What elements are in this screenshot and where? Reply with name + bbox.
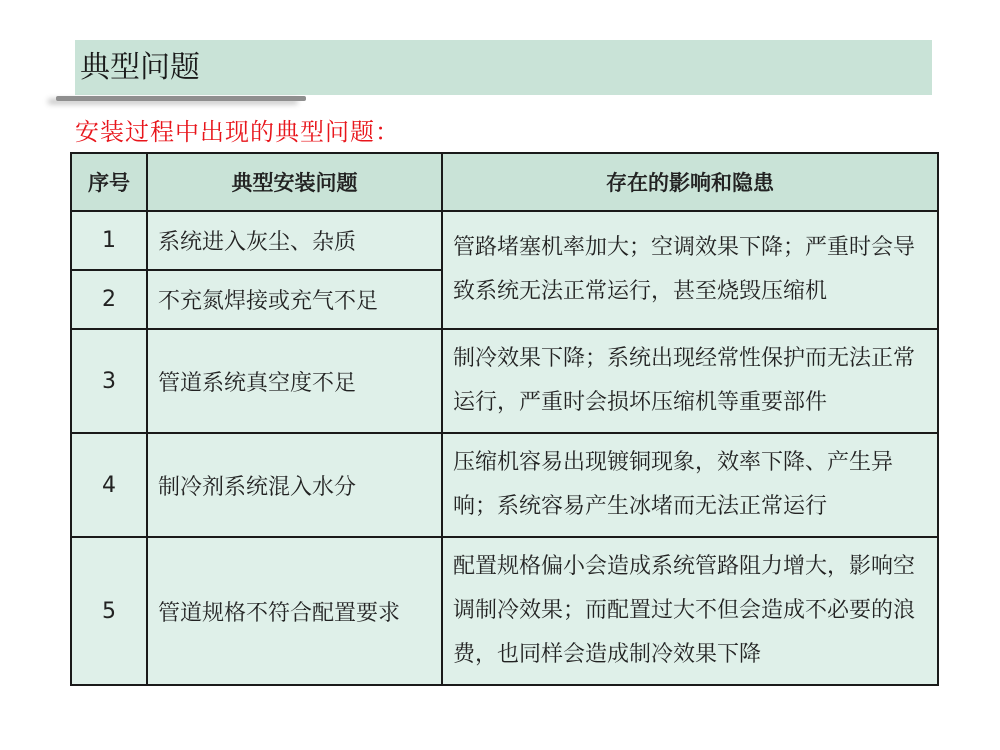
title-band — [75, 40, 932, 95]
row-issue: 制冷剂系统混入水分 — [147, 433, 442, 537]
table-row — [71, 537, 938, 685]
table-row — [71, 211, 938, 270]
column-header-issue: 典型安装问题 — [147, 153, 442, 211]
title-underline — [56, 96, 306, 101]
row-number: 3 — [71, 329, 147, 433]
row-effect: 压缩机容易出现镀铜现象，效率下降、产生异响；系统容易产生冰堵而无法正常运行 — [442, 433, 938, 537]
row-number: 4 — [71, 433, 147, 537]
row-number: 5 — [71, 537, 147, 685]
row-issue: 系统进入灰尘、杂质 — [147, 211, 442, 270]
issues-table — [70, 152, 939, 686]
column-header-number: 序号 — [71, 153, 147, 211]
row-issue: 管道系统真空度不足 — [147, 329, 442, 433]
row-effect: 制冷效果下降；系统出现经常性保护而无法正常运行，严重时会损坏压缩机等重要部件 — [442, 329, 938, 433]
section-subtitle: 安装过程中出现的典型问题： — [75, 118, 400, 146]
row-issue: 不充氮焊接或充气不足 — [147, 270, 442, 329]
row-effect: 管路堵塞机率加大；空调效果下降；严重时会导致系统无法正常运行，甚至烧毁压缩机 — [442, 211, 938, 329]
page-title: 典型问题 — [80, 50, 200, 85]
row-number: 1 — [71, 211, 147, 270]
row-effect: 配置规格偏小会造成系统管路阻力增大，影响空调制冷效果；而配置过大不但会造成不必要的浪费，也同样会造成制冷效果下降 — [442, 537, 938, 685]
table-row — [71, 329, 938, 433]
column-header-effect: 存在的影响和隐患 — [442, 153, 938, 211]
table-row — [71, 433, 938, 537]
row-issue: 管道规格不符合配置要求 — [147, 537, 442, 685]
table-header-row — [71, 153, 938, 211]
row-number: 2 — [71, 270, 147, 329]
